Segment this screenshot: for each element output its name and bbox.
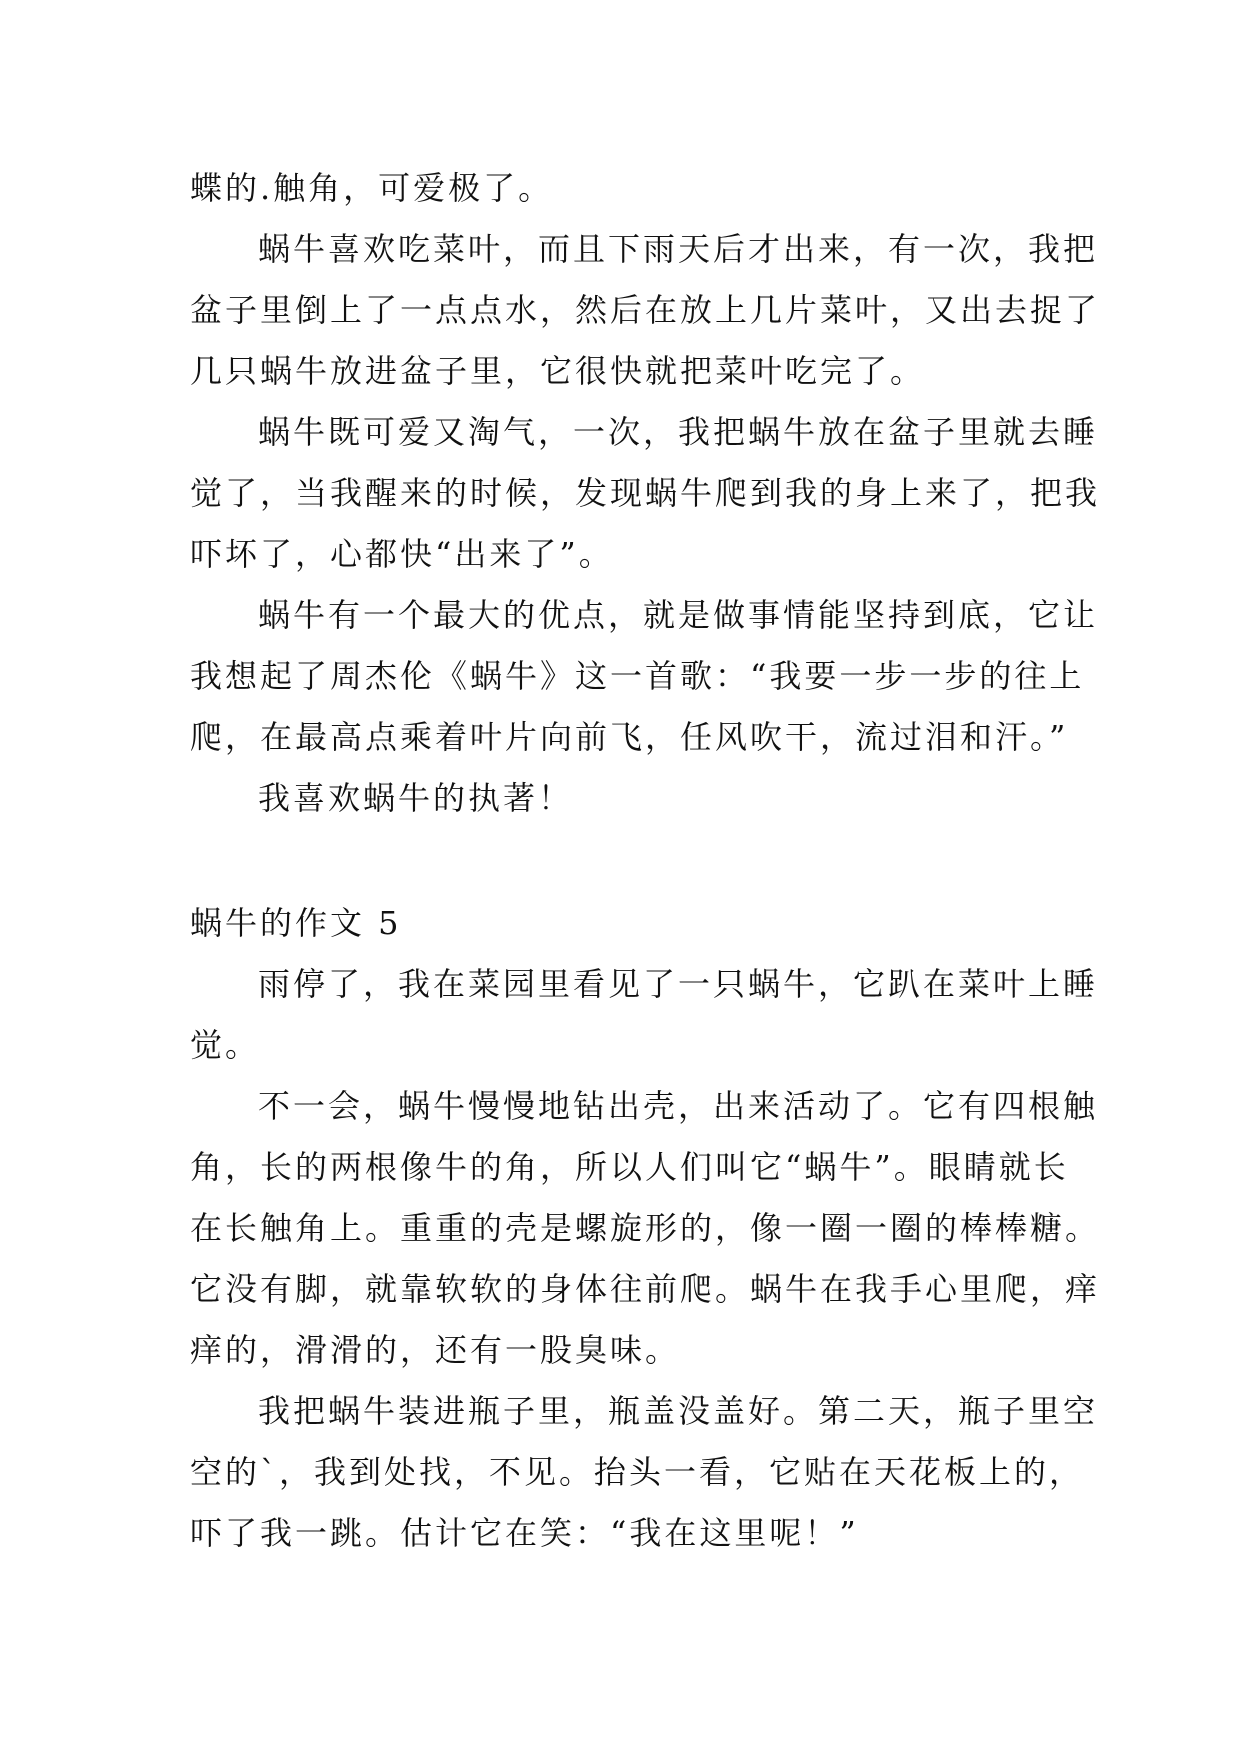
essay-text — [190, 158, 1101, 1564]
text-line: 觉。 — [190, 1026, 261, 1064]
text-line: 几只蜗牛放进盆子里，它很快就把菜叶吃完了。 — [190, 352, 926, 390]
text-line: 痒的，滑滑的，还有一股臭味。 — [190, 1331, 681, 1369]
text-line: 空的`，我到处找，不见。抬头一看，它贴在天花板上的， — [190, 1453, 1085, 1491]
text-line: 在长触角上。重重的壳是螺旋形的，像一圈一圈的棒棒糖。 — [190, 1209, 1101, 1247]
text-line: 吓了我一跳。估计它在笑：“我在这里呢！” — [190, 1514, 859, 1552]
paragraph-start-line: 我喜欢蜗牛的执著！ — [258, 779, 574, 817]
paragraph-start-line: 雨停了，我在菜园里看见了一只蜗牛，它趴在菜叶上睡 — [258, 965, 1099, 1003]
text-line: 我想起了周杰伦《蜗牛》这一首歌：“我要一步一步的往上 — [190, 657, 1085, 695]
paragraph-start-line: 我把蜗牛装进瓶子里，瓶盖没盖好。第二天，瓶子里空 — [258, 1392, 1099, 1430]
text-line: 觉了，当我醒来的时候，发现蜗牛爬到我的身上来了，把我 — [190, 474, 1101, 512]
paragraph-start-line: 蜗牛有一个最大的优点，就是做事情能坚持到底，它让 — [258, 596, 1099, 634]
text-line: 盆子里倒上了一点点水，然后在放上几片菜叶，又出去捉了 — [190, 291, 1101, 329]
section-heading: 蜗牛的作文 5 — [190, 904, 402, 942]
paragraph-start-line: 蜗牛喜欢吃菜叶，而且下雨天后才出来，有一次，我把 — [258, 230, 1099, 268]
paragraph-start-line: 不一会，蜗牛慢慢地钻出壳，出来活动了。它有四根触 — [258, 1087, 1099, 1125]
text-line: 它没有脚，就靠软软的身体往前爬。蜗牛在我手心里爬，痒 — [190, 1270, 1101, 1308]
text-line: 蝶的.触角，可爱极了。 — [190, 169, 554, 207]
section-gap — [190, 829, 1060, 893]
text-line: 爬，在最高点乘着叶片向前飞，任风吹干，流过泪和汗。” — [190, 718, 1069, 756]
text-line: 吓坏了，心都快“出来了”。 — [190, 535, 614, 573]
text-line: 角，长的两根像牛的角，所以人们叫它“蜗牛”。眼睛就长 — [190, 1148, 1069, 1186]
paragraph-start-line: 蜗牛既可爱又淘气，一次，我把蜗牛放在盆子里就去睡 — [258, 413, 1099, 451]
